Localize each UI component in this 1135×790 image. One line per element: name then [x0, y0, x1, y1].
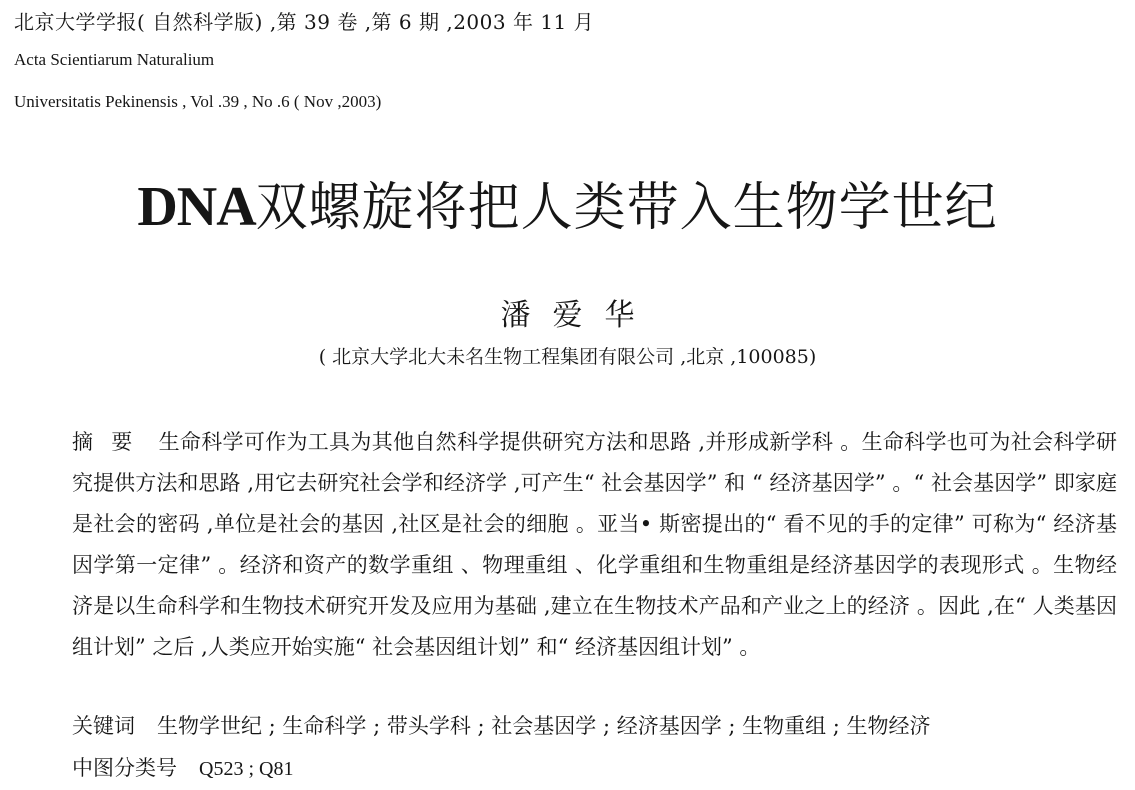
abstract-label: 摘要 [72, 430, 151, 454]
author-name: 潘爱华 [500, 298, 657, 333]
author-affiliation: ( 北京大学北大未名生物工程集团有限公司 ,北京 ,100085) [318, 346, 817, 368]
classification-line [72, 752, 293, 782]
article-title-cjk: 双螺旋将把人类带入生物学世纪 [255, 178, 998, 238]
journal-name-en-line-2: Universitatis Pekinensis , Vol .39 , No .6 ( Nov ,2003) [14, 92, 382, 111]
keywords-label: 关键词 [72, 714, 135, 738]
keywords-text: 生物学世纪 ; 生命科学 ; 带头学科 ; 社会基因学 ; 经济基因学 ; 生物重组 ; 生物经济 [157, 714, 931, 738]
abstract-text: 生命科学可作为工具为其他自然科学提供研究方法和思路 ,并形成新学科 。生命科学也可为社会科学研究提供方法和思路 ,用它去研究社会学和经济学 ,可产生“ 社会基因学” 和 “ 经济基因学” 。“ 社会基因学” 即家庭是社会的密码 ,单位是社会的基因 ,社区是社会的细胞 。亚当• 斯密提出的“ 看不见的手的定律” 可称为“ 经济基因学第一定律” 。经济和资产的数学重组 、物理重组 、化学重组和生物重组是经济基因学的表现形式 。生物经济是以生命科学和生物技术研究开发及应用为基础 ,建立在生物技术产品和产业之上的经济 。因此 ,在“ 人类基因组计划” 之后 ,人类应开始实施“ 社会基因组计划” 和“ 经济基因组计划” 。 [72, 430, 1117, 659]
journal-name-en-line-1: Acta Scientiarum Naturalium [14, 50, 215, 69]
classification-label: 中图分类号 [72, 756, 177, 780]
keywords-line [72, 710, 931, 740]
abstract-paragraph [72, 422, 1117, 668]
article-title-latin: DNA [137, 176, 256, 238]
article-title [0, 172, 1135, 243]
classification-codes: Q523 ; Q81 [199, 758, 294, 780]
journal-citation-cn: 北京大学学报( 自然科学版) ,第 39 卷 ,第 6 期 ,2003 年 11 月 [14, 10, 595, 34]
